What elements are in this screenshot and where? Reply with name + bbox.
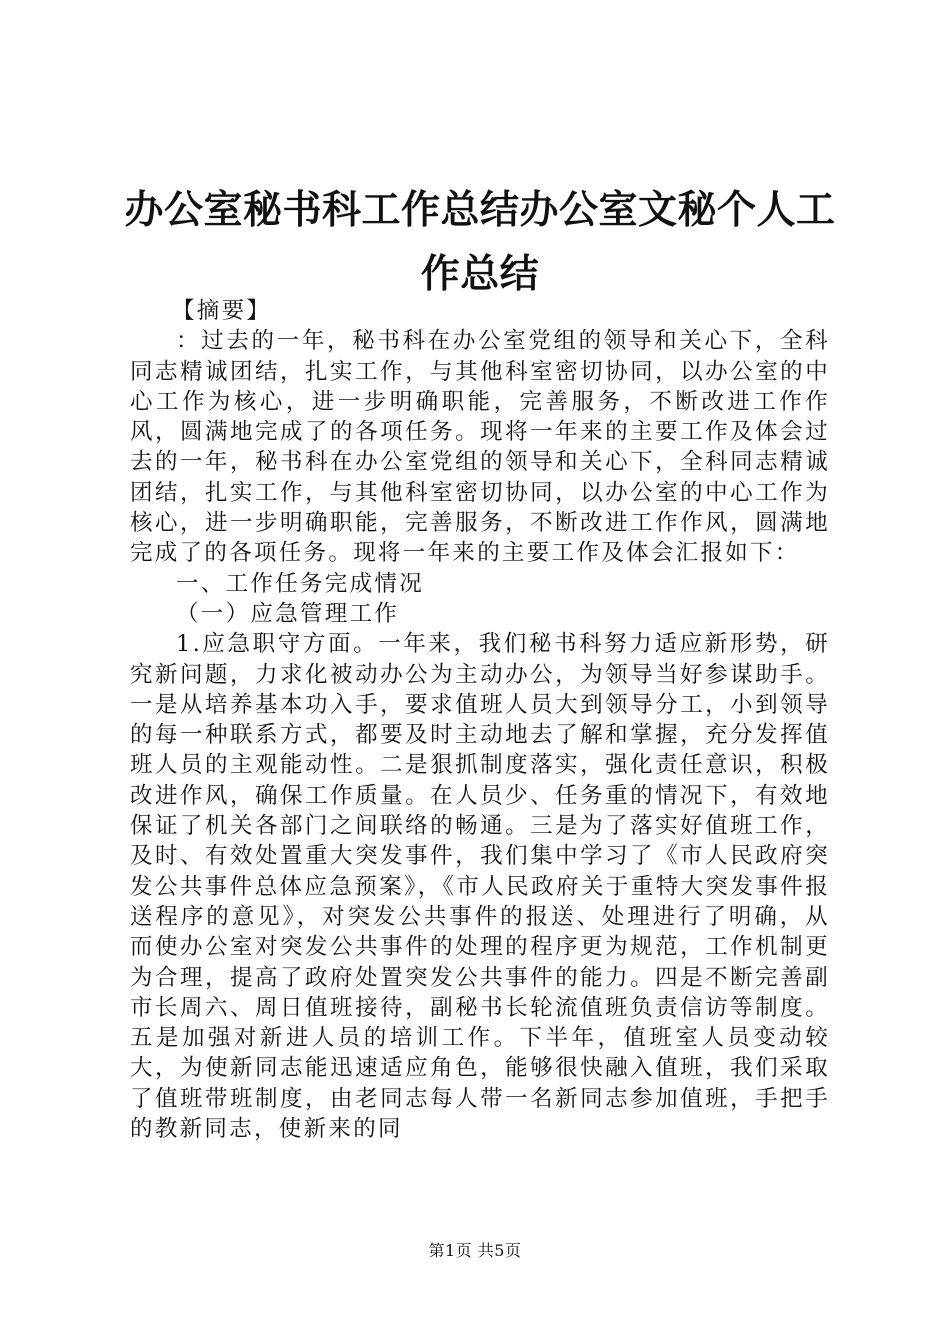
abstract-heading: 【摘要】 <box>172 298 272 324</box>
subsection-heading: （一）应急管理工作 <box>176 600 400 627</box>
section-heading: 一、工作任务完成情况 <box>176 570 425 597</box>
page-number-footer: 第1页 共5页 <box>428 1241 522 1260</box>
document-body <box>130 296 830 1144</box>
document-title: 办公室秘书科工作总结办公室文秘个人工作总结 <box>124 187 836 297</box>
paragraph-abstract: ：过去的一年，秘书科在办公室党组的领导和关心下，全科同志精诚团结，扎实工作，与其他科室密切协同，以办公室的中心工作为核心，进一步明确职能，完善服务，不断改进工作作风，圆满地完成了的各项任务。现将一年来的主要工作及体会过去的一年，秘书科在办公室党组的领导和关心下，全科同志精诚团结，扎实工作，与其他科室密切协同，以办公室的中心工作为核心，进一步明确职能，完善服务，不断改进工作作风，圆满地完成了的各项任务。现将一年来的主要工作及体会汇报如下： <box>130 328 830 567</box>
paragraph-emergency-duty: 1.应急职守方面。一年来，我们秘书科努力适应新形势，研究新问题，力求化被动办公为主动办公，为领导当好参谋助手。一是从培养基本功入手，要求值班人员大到领导分工，小到领导的每一种联系方式，都要及时主动地去了解和掌握，充分发挥值班人员的主观能动性。二是狠抓制度落实，强化责任意识，积极改进作风，确保工作质量。在人员少、任务重的情况下，有效地保证了机关各部门之间联络的畅通。三是为了落实好值班工作，及时、有效处置重大突发事件，我们集中学习了《市人民政府突发公共事件总体应急预案》，《市人民政府关于重特大突发事件报送程序的意见》，对突发公共事件的报送、处理进行了明确，从而使办公室对突发公共事件的处理的程序更为规范，工作机制更为合理，提高了政府处置突发公共事件的能力。四是不断完善副市长周六、周日值班接待，副秘书长轮流值班负责信访等制度。五是加强对新进人员的培训工作。下半年，值班室人员变动较大，为使新同志能迅速适应角色，能够很快融入值班，我们采取了值班带班制度，由老同志每人带一名新同志参加值班，手把手的教新同志，使新来的同 <box>130 631 830 1143</box>
